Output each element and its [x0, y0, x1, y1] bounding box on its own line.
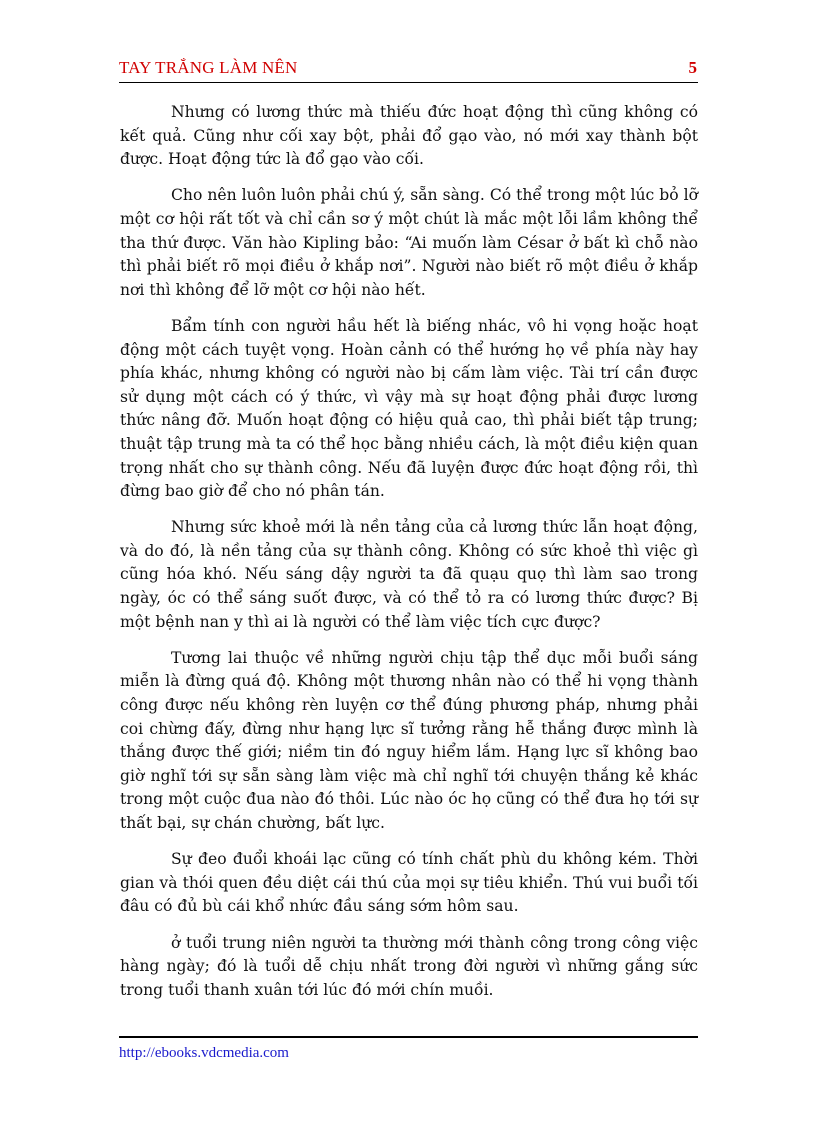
paragraph: Nhưng có lương thức mà thiếu đức hoạt động thì cũng không có kết quả. Cũng như cối xay bột, phải đổ gạo vào, nó mới xay thành bột được. Hoạt động tức là đổ gạo vào cối.	[120, 103, 698, 169]
paragraph: ở tuổi trung niên người ta thường mới thành công trong công việc hàng ngày; đó là tuổi dễ chịu nhất trong đời người vì những gắng sức trong tuổi thanh xuân tới lúc đó mới chín muồi.	[120, 933, 698, 999]
footer-url-link[interactable]: http://ebooks.vdcmedia.com	[119, 1045, 289, 1061]
body-text	[120, 101, 698, 1015]
page-footer	[119, 1036, 698, 1062]
book-title: TAY TRẮNG LÀM NÊN	[119, 58, 298, 77]
paragraph: Cho nên luôn luôn phải chú ý, sẵn sàng. Có thể trong một lúc bỏ lỡ một cơ hội rất tốt và chỉ cần sơ ý một chút là mắc một lỗi lầm không thể tha thứ được. Văn hào Kipling bảo: “Ai muốn làm César ở bất kì chỗ nào thì phải biết rõ mọi điều ở khắp nơi”. Người nào biết rõ một điều ở khắp nơi thì không để lỡ một cơ hội nào hết.	[120, 186, 698, 299]
paragraph: Tương lai thuộc về những người chịu tập thể dục mỗi buổi sáng miễn là đừng quá độ. Không một thương nhân nào có thể hi vọng thành công được nếu không rèn luyện cơ thể đúng phương pháp, nhưng phải coi chừng đấy, đừng như hạng lực sĩ tưởng rằng hễ thắng được mình là thắng được thế giới; niềm tin đó nguy hiểm lắm. Hạng lực sĩ không bao giờ nghĩ tới sự sẵn sàng làm việc mà chỉ nghĩ tới chuyện thắng kẻ khác trong một cuộc đua nào đó thôi. Lúc nào óc họ cũng có thể đưa họ tới sự thất bại, sự chán chường, bất lực.	[120, 648, 698, 832]
paragraph: Bẩm tính con người hầu hết là biếng nhác, vô hi vọng hoặc hoạt động một cách tuyệt vọng. Hoàn cảnh có thể hướng họ về phía này hay phía khác, nhưng không có người nào bị cấm làm việc. Tài trí cần được sử dụng một cách có ý thức, vì vậy mà sự hoạt động phải được lương thức nâng đỡ. Muốn hoạt động có hiệu quả cao, thì phải biết tập trung; thuật tập trung mà ta có thể học bằng nhiều cách, là một điều kiện quan trọng nhất cho sự thành công. Nếu đã luyện được đức hoạt động rồi, thì đừng bao giờ để cho nó phân tán.	[120, 316, 698, 501]
paragraph: Sự đeo đuổi khoái lạc cũng có tính chất phù du không kém. Thời gian và thói quen đều diệt cái thú của mọi sự tiêu khiển. Thú vui buổi tối đâu có đủ bù cái khổ nhức đầu sáng sớm hôm sau.	[120, 850, 698, 916]
running-header	[119, 60, 698, 83]
page-number: 5	[688, 58, 697, 77]
paragraph: Nhưng sức khoẻ mới là nền tảng của cả lương thức lẫn hoạt động, và do đó, là nền tảng của sự thành công. Không có sức khoẻ thì việc gì cũng hóa khó. Nếu sáng dậy người ta đã quạu quọ thì làm sao trong ngày, óc có thể sáng suốt được, và có thể tỏ ra có lương thức được? Bị một bệnh nan y thì ai là người có thể làm việc tích cực được?	[120, 518, 698, 631]
